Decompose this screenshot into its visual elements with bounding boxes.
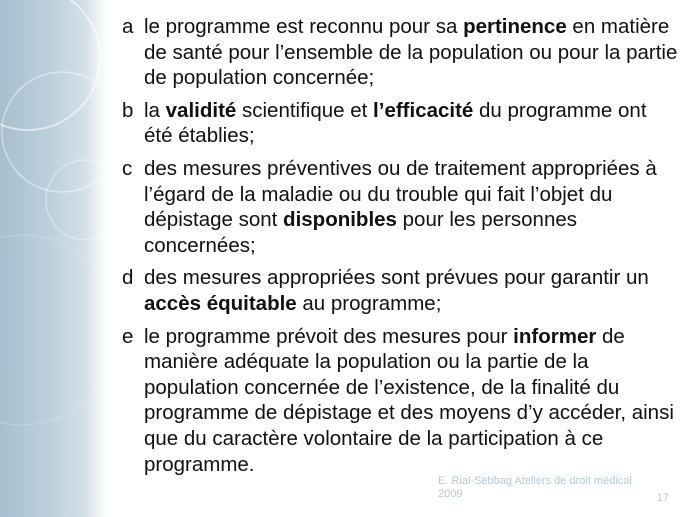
criterion-letter: c — [122, 156, 133, 180]
criterion-text: des mesures préventives ou de traitement appropriées à l’égard de la maladie ou du trouble qui fait l’objet du dépistage sont — [144, 156, 657, 232]
criterion-text: des mesures appropriées sont prévues pour garantir un — [144, 266, 649, 290]
emphasized-text: pertinence — [463, 15, 567, 38]
page-number: 17 — [656, 492, 669, 504]
criterion-text: la — [144, 98, 166, 122]
criterion-text: au programme; — [296, 291, 442, 315]
criterion-text: le programme prévoit des mesures pour — [144, 324, 514, 348]
criterion-item — [118, 156, 678, 258]
criterion-letter: a — [122, 15, 134, 38]
footer-author: E. Rial-Sebbag Ateliers de droit médical — [438, 475, 632, 487]
emphasized-text: informer — [513, 324, 597, 348]
emphasized-text: validité — [165, 98, 237, 122]
criterion-item — [118, 324, 678, 478]
sidebar-fade — [86, 0, 108, 517]
criterion-item — [118, 98, 678, 149]
criterion-text: pour les personnes concernées; — [144, 208, 578, 257]
footer-year: 2009 — [438, 488, 463, 500]
emphasized-text: disponibles — [283, 208, 397, 232]
criterion-text: de manière adéquate la population ou la partie de la population concernée de l’existence, de la finalité du programme de dépistage et des moyens d’y accéder, ainsi que du caractère volontaire de la participation à ce programme. — [144, 324, 674, 476]
criterion-letter: e — [122, 324, 134, 348]
criterion-text: le programme est reconnu pour sa — [144, 15, 464, 38]
criterion-item — [118, 14, 678, 91]
criterion-text: du programme ont été établies; — [144, 98, 647, 148]
emphasized-text: l’efficacité — [373, 98, 474, 122]
criterion-item — [118, 265, 678, 316]
criterion-text: scientifique et — [236, 98, 374, 122]
criterion-text: en matière de santé pour l’ensemble de la population ou pour la partie de population concernée; — [144, 15, 678, 90]
decorative-sidebar — [0, 0, 108, 517]
criterion-letter: d — [122, 266, 134, 290]
criterion-letter: b — [122, 98, 134, 122]
footer-credit — [438, 475, 658, 501]
criteria-list — [118, 14, 678, 484]
emphasized-text: accès équitable — [144, 291, 297, 315]
